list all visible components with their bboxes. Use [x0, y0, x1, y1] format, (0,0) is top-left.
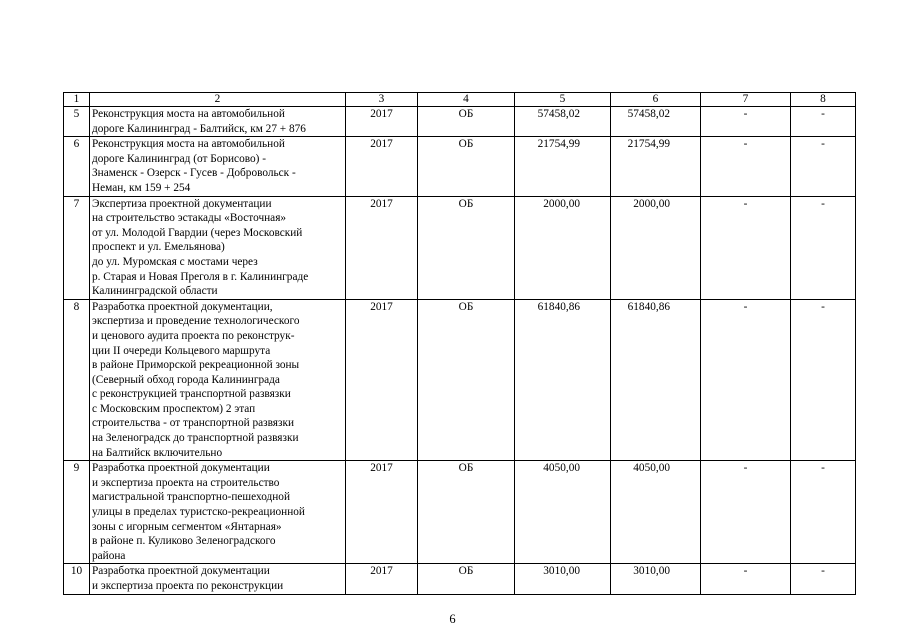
table-row: [64, 137, 856, 196]
header-cell-6: 6: [611, 93, 701, 107]
row-col6: 3010,00: [611, 564, 701, 594]
row-description: Реконструкция моста на автомобильной дороге Калининград - Балтийск, км 27 + 876: [90, 107, 346, 137]
table-row: [64, 461, 856, 564]
row-col8: -: [791, 107, 856, 137]
row-number: 9: [64, 461, 90, 564]
row-col6: 61840,86: [611, 299, 701, 461]
row-number: 8: [64, 299, 90, 461]
table-row: [64, 299, 856, 461]
row-col6: 21754,99: [611, 137, 701, 196]
row-col5: 21754,99: [515, 137, 611, 196]
row-year: 2017: [346, 137, 418, 196]
header-cell-2: 2: [90, 93, 346, 107]
row-number: 7: [64, 196, 90, 299]
table-header-row: [64, 93, 856, 107]
row-description: Разработка проектной документации и экспертиза проекта на строительство магистральной транспортно-пешеходной улицы в пределах туристско-рекреационной зоны с игорным сегментом «Янтарная» в районе п. Куликово Зеленоградского района: [90, 461, 346, 564]
row-col5: 4050,00: [515, 461, 611, 564]
row-col5: 2000,00: [515, 196, 611, 299]
row-col5: 57458,02: [515, 107, 611, 137]
row-col5: 61840,86: [515, 299, 611, 461]
row-col8: -: [791, 196, 856, 299]
row-source: ОБ: [418, 107, 515, 137]
row-description: Разработка проектной документации и экспертиза проекта по реконструкции: [90, 564, 346, 594]
row-source: ОБ: [418, 137, 515, 196]
header-cell-3: 3: [346, 93, 418, 107]
row-col6: 2000,00: [611, 196, 701, 299]
row-number: 10: [64, 564, 90, 594]
header-cell-5: 5: [515, 93, 611, 107]
row-col6: 57458,02: [611, 107, 701, 137]
row-number: 5: [64, 107, 90, 137]
row-col7: -: [701, 137, 791, 196]
header-cell-4: 4: [418, 93, 515, 107]
row-col8: -: [791, 564, 856, 594]
row-description: Реконструкция моста на автомобильной дороге Калининград (от Борисово) - Знаменск - Озерск - Гусев - Добровольск - Неман, км 159 + 254: [90, 137, 346, 196]
row-col6: 4050,00: [611, 461, 701, 564]
row-description: Разработка проектной документации, экспертиза и проведение технологического и ценового аудита проекта по реконструк- ции II очереди Кольцевого маршрута в районе Приморской рекреационной зоны (Северный обход города Калининграда с реконструкцией транспортной развязки с Московским проспектом) 2 этап строительства - от транспортной развязки на Зеленоградск до транспортной развязки на Балтийск включительно: [90, 299, 346, 461]
row-year: 2017: [346, 107, 418, 137]
table-row: [64, 107, 856, 137]
row-source: ОБ: [418, 299, 515, 461]
table-row: [64, 564, 856, 594]
row-description: Экспертиза проектной документации на строительство эстакады «Восточная» от ул. Молодой Гвардии (через Московский проспект и ул. Емельянова) до ул. Муромская с мостами через р. Старая и Новая Преголя в г. Калининграде Калининградской области: [90, 196, 346, 299]
row-year: 2017: [346, 299, 418, 461]
budget-table: [63, 92, 856, 595]
row-col7: -: [701, 299, 791, 461]
row-col7: -: [701, 461, 791, 564]
row-col7: -: [701, 564, 791, 594]
row-source: ОБ: [418, 564, 515, 594]
row-col5: 3010,00: [515, 564, 611, 594]
row-year: 2017: [346, 564, 418, 594]
header-cell-8: 8: [791, 93, 856, 107]
row-col8: -: [791, 461, 856, 564]
header-cell-1: 1: [64, 93, 90, 107]
row-col8: -: [791, 137, 856, 196]
row-col7: -: [701, 196, 791, 299]
row-col7: -: [701, 107, 791, 137]
row-col8: -: [791, 299, 856, 461]
row-year: 2017: [346, 461, 418, 564]
row-year: 2017: [346, 196, 418, 299]
row-source: ОБ: [418, 196, 515, 299]
header-cell-7: 7: [701, 93, 791, 107]
row-source: ОБ: [418, 461, 515, 564]
table-row: [64, 196, 856, 299]
page-number: 6: [449, 612, 456, 626]
row-number: 6: [64, 137, 90, 196]
